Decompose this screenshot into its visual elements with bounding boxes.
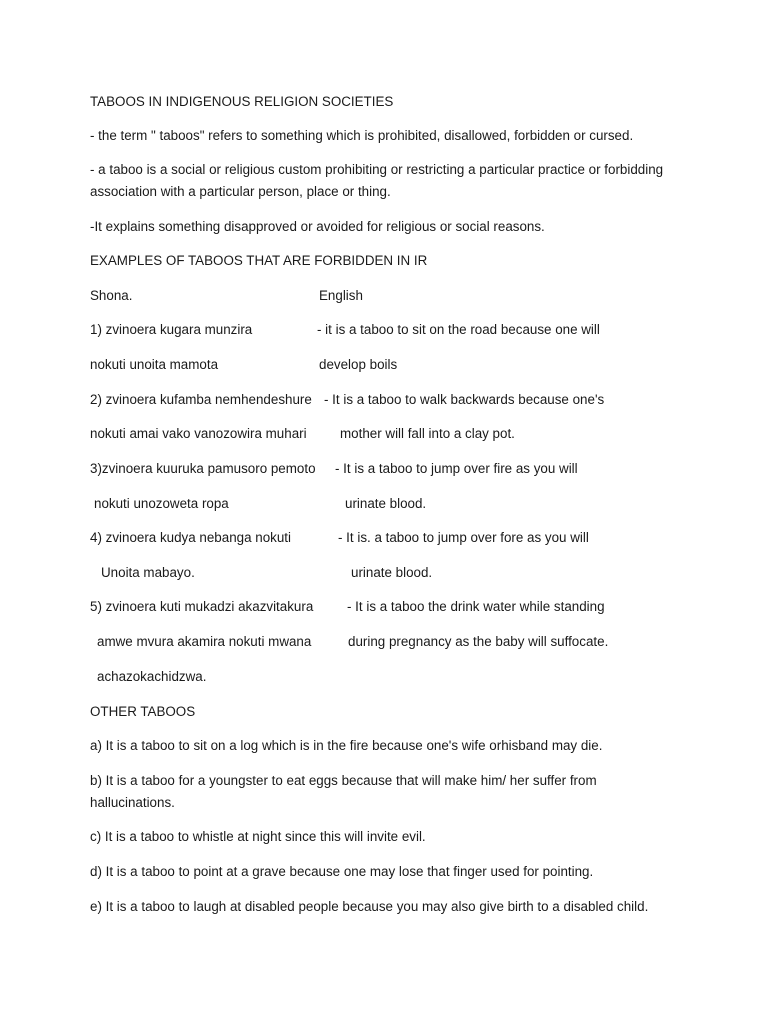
example-1-shona-line-2: nokuti unoita mamota: [90, 357, 219, 372]
example-5-english-line-1: - It is a taboo the drink water while standing: [347, 599, 605, 614]
column-header-english: English: [319, 288, 363, 303]
other-taboo-b: b) It is a taboo for a youngster to eat eggs because that will make him/ her suffer from hallucinations.: [90, 773, 597, 810]
example-2-shona-line-1: 2) zvinoera kufamba nemhendeshure: [90, 392, 312, 407]
document-title: TABOOS IN INDIGENOUS RELIGION SOCIETIES: [90, 94, 394, 109]
example-2-english-line-1: - It is a taboo to walk backwards because one's: [324, 392, 605, 407]
example-4-shona-line-2: Unoita mabayo.: [101, 565, 195, 580]
example-2-shona-line-2: nokuti amai vako vanozowira muhari: [90, 426, 307, 441]
example-3-english-line-1: - It is a taboo to jump over fire as you will: [335, 461, 578, 476]
example-3-english-line-2: urinate blood.: [345, 496, 427, 511]
example-5-shona-line-2: amwe mvura akamira nokuti mwana: [97, 634, 312, 649]
definition-2: - a taboo is a social or religious custom prohibiting or restricting a particular practice or forbidding association with a particular person, place or thing.: [90, 162, 664, 199]
other-taboos-heading: OTHER TABOOS: [90, 704, 196, 719]
example-3-shona-line-2: nokuti unozoweta ropa: [94, 496, 229, 511]
example-3-shona-line-1: 3)zvinoera kuuruka pamusoro pemoto: [90, 461, 316, 476]
other-taboo-e: e) It is a taboo to laugh at disabled people because you may also give birth to a disabled child.: [90, 899, 649, 914]
other-taboo-d: d) It is a taboo to point at a grave because one may lose that finger used for pointing.: [90, 864, 594, 879]
other-taboo-c: c) It is a taboo to whistle at night since this will invite evil.: [90, 829, 426, 844]
other-taboo-a: a) It is a taboo to sit on a log which is in the fire because one's wife orhisband may die.: [90, 738, 603, 753]
example-1-english-line-1: - it is a taboo to sit on the road because one will: [317, 322, 600, 337]
example-5-english-line-2: during pregnancy as the baby will suffocate.: [348, 634, 609, 649]
example-2-english-line-2: mother will fall into a clay pot.: [340, 426, 515, 441]
example-5-shona-line-3: achazokachidzwa.: [97, 669, 207, 684]
example-5-shona-line-1: 5) zvinoera kuti mukadzi akazvitakura: [90, 599, 314, 614]
example-1-shona-line-1: 1) zvinoera kugara munzira: [90, 322, 253, 337]
example-4-english-line-1: - It is. a taboo to jump over fore as you will: [338, 530, 589, 545]
example-4-shona-line-1: 4) zvinoera kudya nebanga nokuti: [90, 530, 291, 545]
definition-3: -It explains something disapproved or avoided for religious or social reasons.: [90, 219, 545, 234]
example-4-english-line-2: urinate blood.: [351, 565, 433, 580]
column-header-shona: Shona.: [90, 288, 133, 303]
examples-heading: EXAMPLES OF TABOOS THAT ARE FORBIDDEN IN IR: [90, 253, 428, 268]
example-1-english-line-2: develop boils: [319, 357, 398, 372]
definition-1: - the term " taboos" refers to something which is prohibited, disallowed, forbidden or cursed.: [90, 128, 634, 143]
